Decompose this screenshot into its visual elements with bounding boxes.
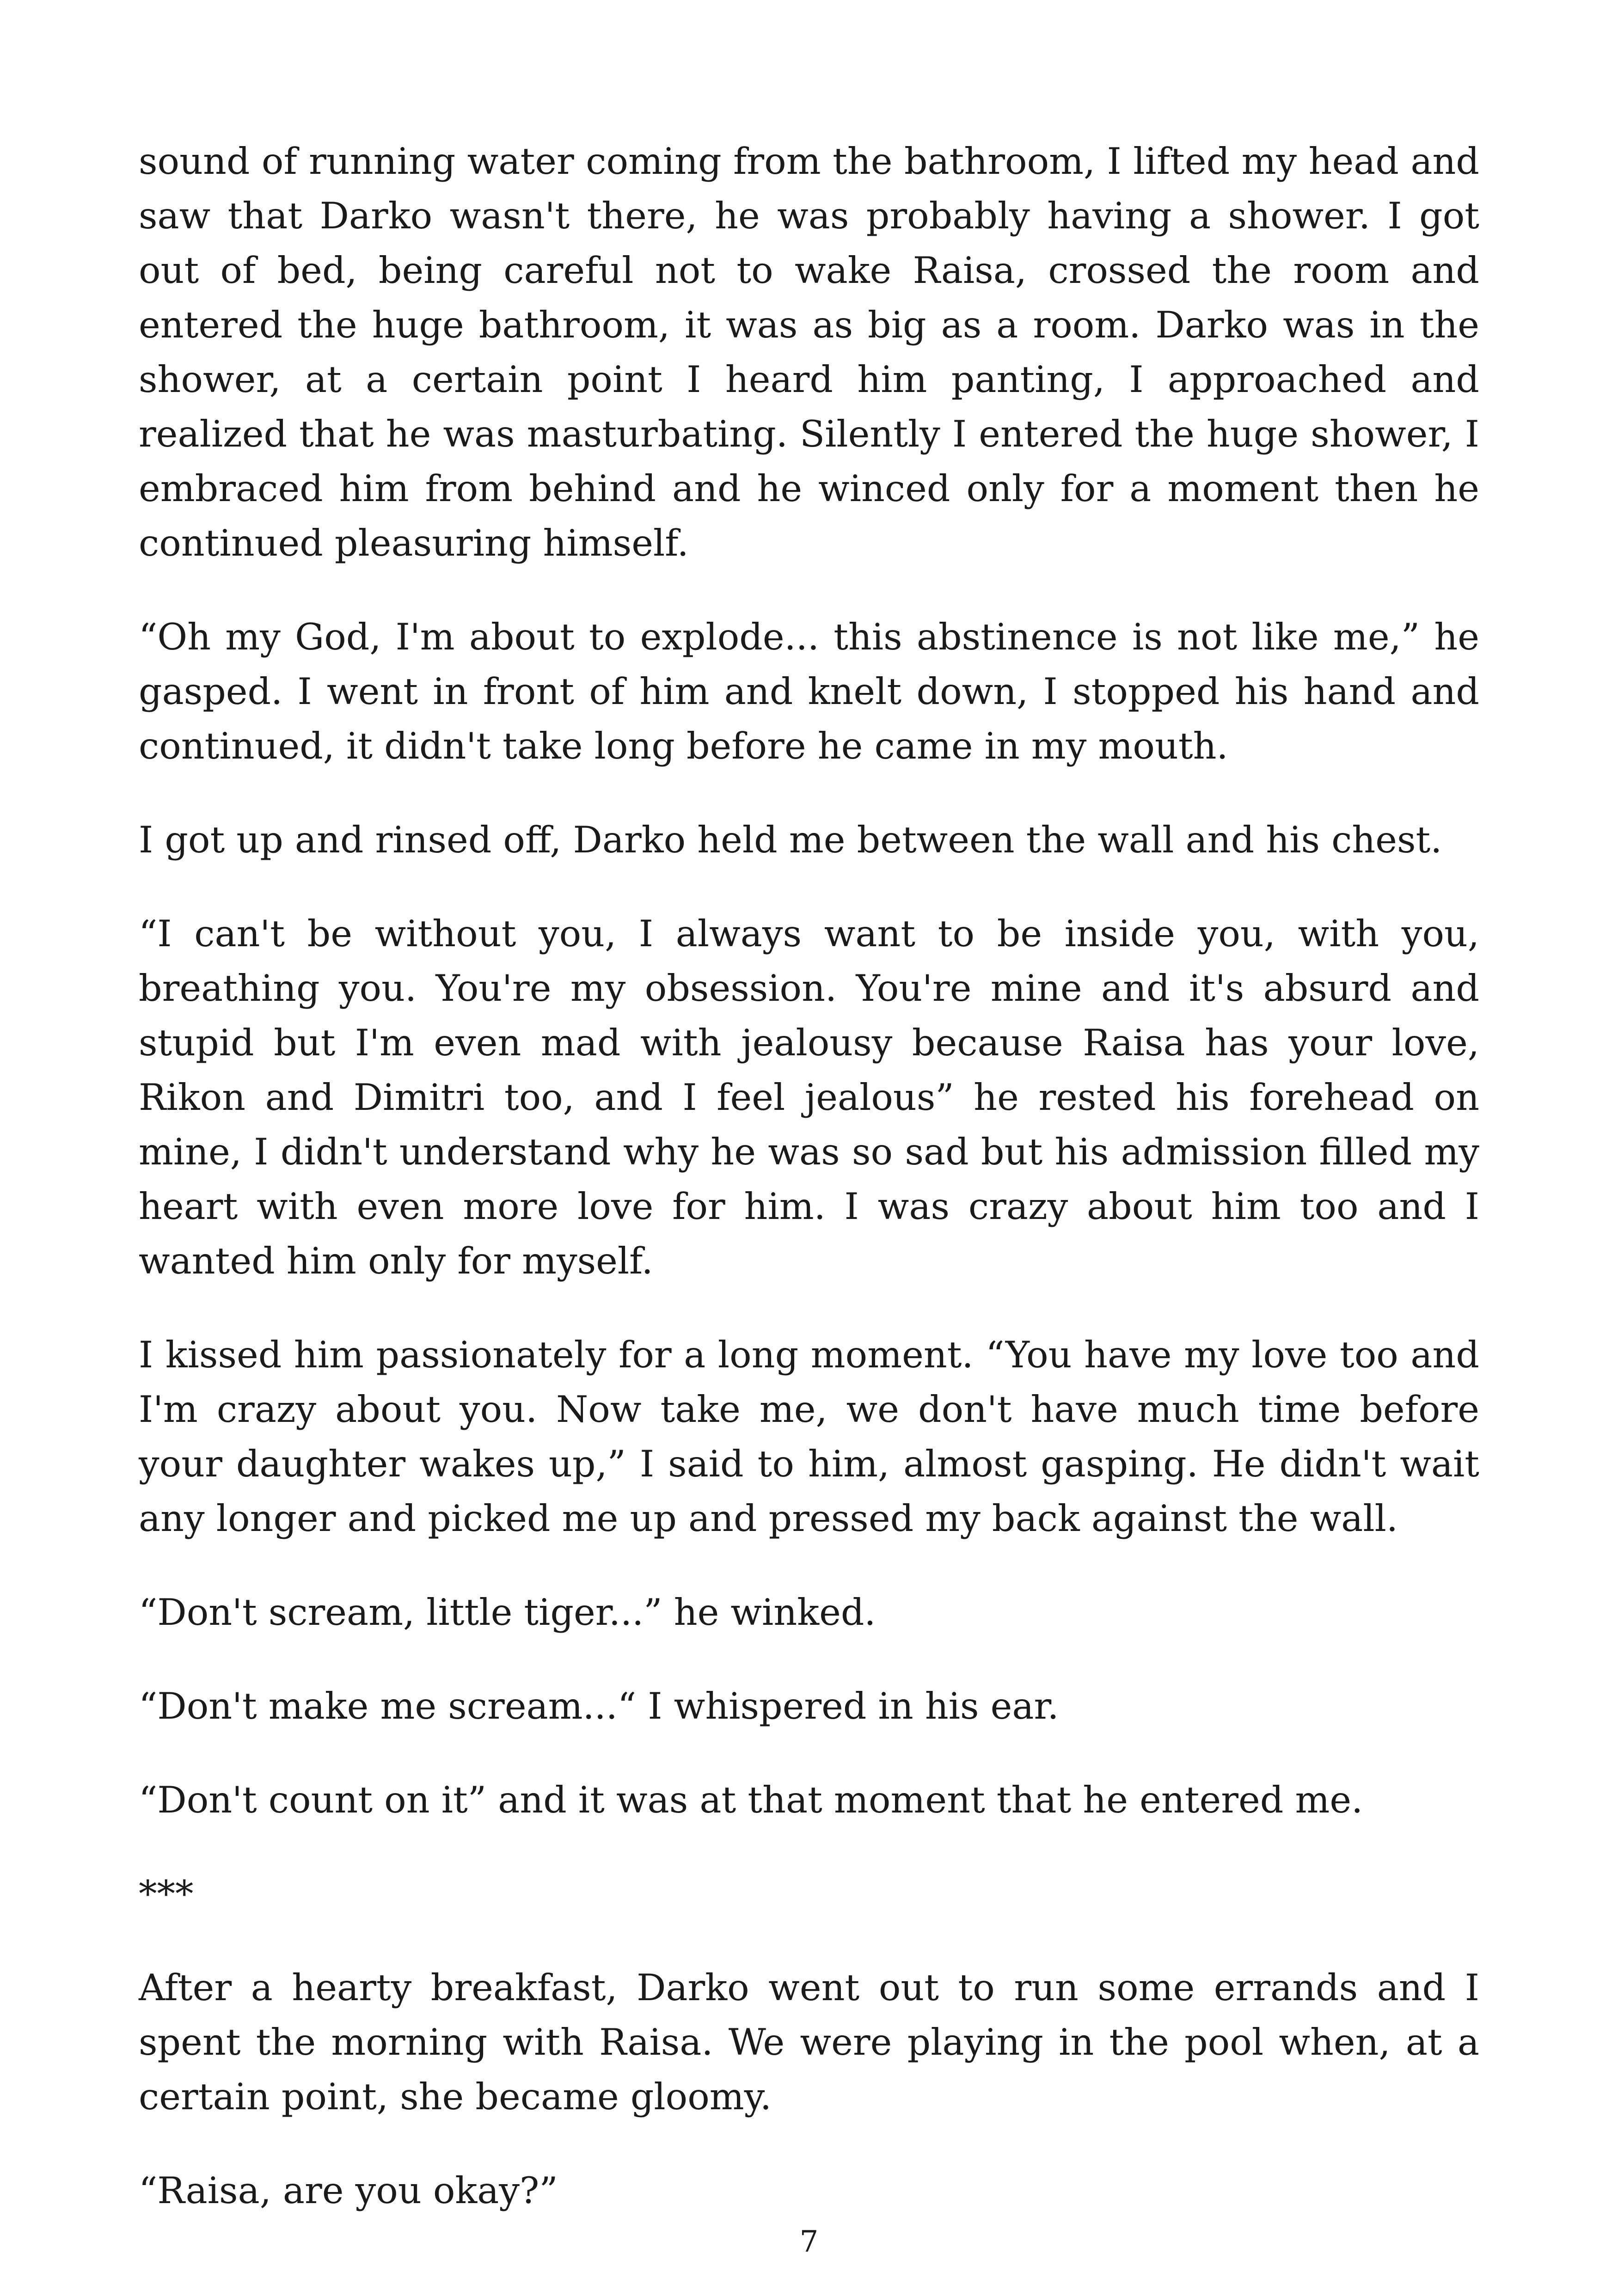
paragraph-9: After a hearty breakfast, Darko went out to run some errands and I spent the morning with Raisa. We were playing in the pool when, at a certain point, she became gloomy. [139, 1966, 1479, 2118]
paragraph-8: “Don't count on it” and it was at that moment that he entered me. [139, 1779, 1363, 1821]
paragraph-6: “Don't scream, little tiger...” he winked. [139, 1591, 876, 1634]
paragraph-4: “I can't be without you, I always want to be inside you, with you, breathing you. You're my obsession. You're mine and it's absurd and stupid but I'm even mad with jealousy because Raisa has your love, Rikon and Dimitri too, and I feel jealous” he rested his forehead on mine, I didn't understand why he was so sad but his admission filled my heart with even more love for him. I was crazy about him too and I wanted him only for myself. [139, 912, 1479, 1282]
page-body [139, 134, 1479, 2257]
paragraph-1: sound of running water coming from the bathroom, I lifted my head and saw that Darko wasn't there, he was probably having a shower. I got out of bed, being careful not to wake Raisa, crossed the room and entered the huge bathroom, it was as big as a room. Darko was in the shower, at a certain point I heard him panting, I approached and realized that he was masturbating. Silently I entered the huge shower, I embraced him from behind and he winced only for a moment then he continued pleasuring himself. [139, 140, 1479, 564]
page-number: 7 [799, 2225, 819, 2259]
paragraph-10: “Raisa, are you okay?” [139, 2169, 558, 2212]
paragraph-7: “Don't make me scream...“ I whispered in his ear. [139, 1685, 1059, 1727]
paragraph-5: I kissed him passionately for a long moment. “You have my love too and I'm crazy about you. Now take me, we don't have much time before your daughter wakes up,” I said to him, almost gasping. He didn't wait any longer and picked me up and pressed my back against the wall. [139, 1334, 1479, 1540]
paragraph-3: I got up and rinsed off, Darko held me between the wall and his chest. [139, 819, 1442, 861]
paragraph-2: “Oh my God, I'm about to explode... this abstinence is not like me,” he gasped. I went in front of him and knelt down, I stopped his hand and continued, it didn't take long before he came in my mouth. [139, 616, 1479, 767]
scene-break: *** [139, 1873, 194, 1915]
